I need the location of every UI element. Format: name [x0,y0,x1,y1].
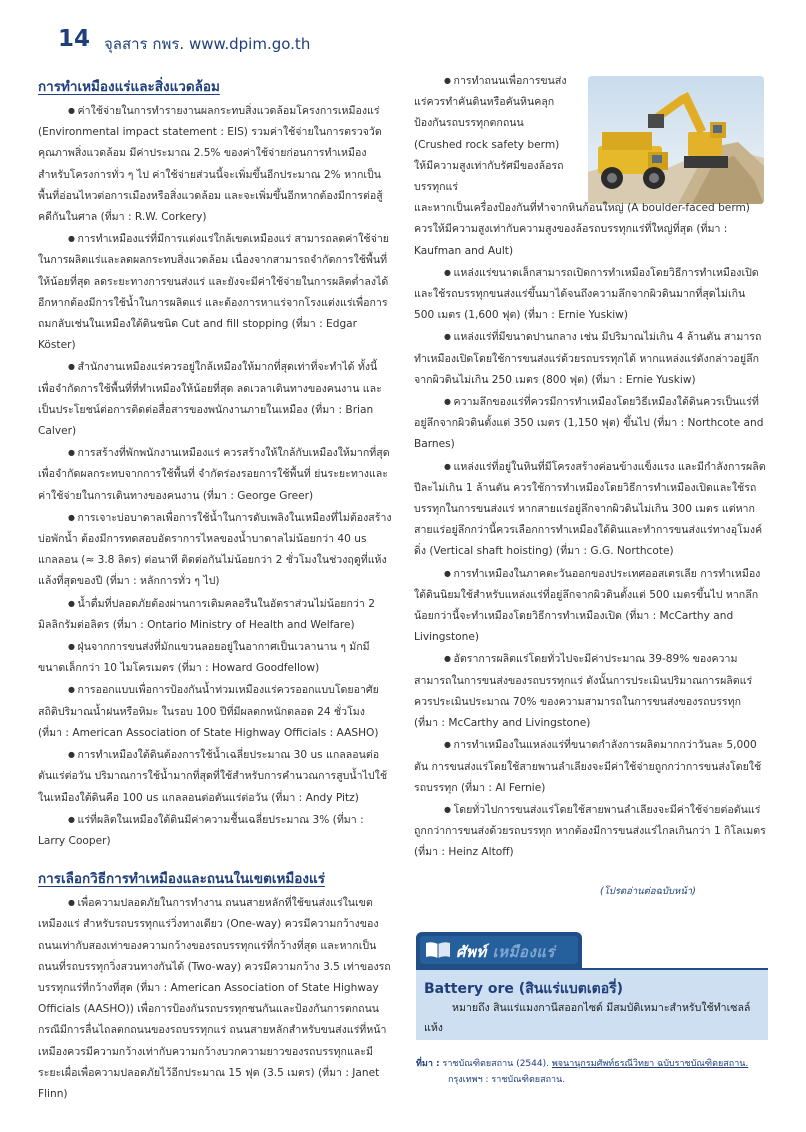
glossary-term: Battery ore (สินแร่แบตเตอรี่) [424,981,624,997]
source-label: ที่มา : [416,1059,440,1069]
list-item: ● โดยทั่วไปการขนส่งแร่โดยใช้สายพานลำเลียงจะมีค่าใช้จ่ายต่อตันแร่ถูกกว่าการขนส่งด้วยรถบรรทุก หากต้องมีการขนส่งแร่ไกลเกินกว่า 1 กิโลเมตร (ที่มา : Heinz Altoff) [414,799,768,864]
page-header [0,0,806,66]
page-number: 14 [58,26,91,52]
list-item: ● แหล่งแร่ที่มีขนาดปานกลาง เช่น มีปริมาณไม่เกิน 4 ล้านตัน สามารถทำเหมืองเปิดโดยใช้การขนส่งแร่ด้วยรถบรรทุกได้ หากแหล่งแร่ดังกล่าวอยู่ลึกจากผิวดินไม่เกิน 250 เมตร (800 ฟุต) (ที่มา : Ernie Yuskiw) [414,326,768,391]
continue-next-issue-note: (โปรดอ่านต่อฉบับหน้า) [600,886,696,897]
glossary-title [456,940,555,964]
glossary-title-word: ศัพท์ [456,943,487,961]
list-item: ● แหล่งแร่ขนาดเล็กสามารถเปิดการทำเหมืองโดยวิธีการทำเหมืองเปิดและใช้รถบรรทุกขนส่งแร่ขึ้นมาได้จนถึงความลึกจากผิวดินมากที่สุดไม่เกิน 500 เมตร (1,600 ฟุต) (ที่มา : Ernie Yuskiw) [414,262,768,327]
list-item: ● เพื่อความปลอดภัยในการทำงาน ถนนสายหลักที่ใช้ขนส่งแร่ในเขตเหมืองแร่ สำหรับรถบรรทุกแร่วิ่งทางเดียว (One-way) ควรมีความกว้างของถนนเท่ากับสองเท่าของความกว้างของรถบรรทุกแร่ที่กว้างที่สุด และหากเป็นถนนที่รถบรรทุกวิ่งสวนทางกันได้ (Two-way) ควรมีความกว้าง 3.5 เท่าของรถบรรทุกแร่ที่กว้างที่สุด (ที่มา : American Association of State Highway Officials (AASHO)) เพื่อการป้องกันรถบรรทุกชนกันและป้องกันการตกถนนกรณีมีการลื่นไถลตกถนนของรถบรรทุกแร่ ถนนสายหลักสำหรับขนส่งแร่ที่หน้าเหมืองควรมีความกว้างเท่ากับความกว้างบวกความยาวของรถบรรทุกและมีระยะเผื่อเพื่อความปลอดภัยไว้อีกประมาณ 15 ฟุต (3.5 เมตร) (ที่มา : Janet Flinn) [38,892,392,1105]
glossary-box [416,932,768,1104]
right-column [414,70,768,864]
book-icon [424,940,452,964]
source-text: ราชบัณฑิตยสถาน (2544). [442,1059,549,1069]
section-title-mining-roads: การเลือกวิธีการทำเหมืองและถนนในเขตเหมืองแร่ [38,871,325,888]
glossary-source [416,1056,768,1088]
source-title: พจนานุกรมศัพท์ธรณีวิทยา ฉบับราชบัณฑิตยสถาน. [551,1059,749,1069]
section-title-mining-environment: การทำเหมืองแร่และสิ่งแวดล้อม [38,79,220,95]
source-publisher: กรุงเทพฯ : ราชบัณฑิตยสถาน. [448,1075,566,1085]
list-item: ● การทำถนนเพื่อการขนส่งแร่ควรทำคันดินหรือคันหินคลุกป้องกันรถบรรทุกตกถนน (Crushed rock safety berm) ให้มีความสูงเท่ากับรัศมีของล้อรถบรรทุกแร่ [414,70,569,198]
glossary-tab [416,932,582,968]
list-item: ● ค่าใช้จ่ายในการทำรายงานผลกระทบสิ่งแวดล้อมโครงการเหมืองแร่ (Environmental impact statement : EIS) รวมค่าใช้จ่ายในการตรวจวัดคุณภาพสิ่งแวดล้อม มีค่าประมาณ 2.5% ของค่าใช้จ่ายก่อนการทำเหมืองสำหรับโครงการทั่ว ๆ ไป ค่าใช้จ่ายส่วนนี้จะเพิ่มขึ้นอีกประมาณ 2% หากเป็นพื้นที่อ่อนไหวต่อการเมืองหรือสิ่งแวดล้อม และจะเพิ่มขึ้นอีกหากต้องมีการต่อสู้คดีกันในศาล (ที่มา : R.W. Corkery) [38,100,392,228]
list-item: ● การทำเหมืองใต้ดินต้องการใช้น้ำเฉลี่ยประมาณ 30 us แกลลอนต่อตันแร่ต่อวัน ปริมาณการใช้น้ำมากที่สุดที่ใช้สำหรับการคำนวณการสูบน้ำไปใช้ในเหมืองใต้ดินคือ 100 us แกลลอนต่อตันแร่ต่อวัน (ที่มา : Andy Pitz) [38,744,392,809]
list-item: ● การออกแบบเพื่อการป้องกันน้ำท่วมเหมืองแร่ควรออกแบบโดยอาศัยสถิติปริมาณน้ำฝนหรือหิมะ ในรอบ 100 ปีที่มีผลตกหนักตลอด 24 ชั่วโมง (ที่มา : American Association of State Highway Officials : AASHO) [38,679,392,744]
list-item: ● การทำเหมืองแร่ที่มีการแต่งแร่ใกล้เขตเหมืองแร่ สามารถลดค่าใช้จ่ายในการผลิตแร่และลดผลกระทบสิ่งแวดล้อม เนื่องจากสามารถจำกัดการใช้พื้นที่ให้น้อยที่สุด ลดระยะทางการขนส่งแร่ และยังจะมีค่าใช้จ่ายในการผลิตต่ำลงได้อีกหากต้องมีการใช้น้ำในการผลิตแร่ และต้องการหาแร่จากโรงแต่งแร่เพื่อการถมกลับเช่นในเหมืองใต้ดินชนิด Cut and fill stopping (ที่มา : Edgar Köster) [38,228,392,356]
list-item-continued: และหากเป็นเครื่องป้องกันที่ทำจากหินก้อนใหญ่ (A boulder-faced berm) ควรให้มีความสูงเท่ากับความสูงของล้อรถบรรทุกแร่ที่ใหญ่ที่สุด (ที่มา : Kaufman and Ault) [414,202,750,257]
list-item: ● ฝุ่นจากการขนส่งที่มักแขวนลอยอยู่ในอากาศเป็นเวลานาน ๆ มักมีขนาดเล็กกว่า 10 ไมโครเมตร (ที่มา : Howard Goodfellow) [38,636,392,679]
glossary-title-ghost: เหมืองแร่ [492,943,555,961]
glossary-body [416,968,768,1040]
list-item: ● สำนักงานเหมืองแร่ควรอยู่ใกล้เหมืองให้มากที่สุดเท่าที่จะทำได้ ทั้งนี้เพื่อจำกัดการใช้พื้นที่ที่ทำเหมืองให้น้อยที่สุด ลดเวลาเดินทางของคนงาน และเป็นประโยชน์ต่อการติดต่อสื่อสารของพนักงานภายในเหมือง (ที่มา : Brian Calver) [38,356,392,442]
list-item: ● การเจาะบ่อบาดาลเพื่อการใช้น้ำในการดับเพลิงในเหมืองที่ไม่ต้องสร้างบ่อพักน้ำ ต้องมีการทดสอบอัตราการไหลของน้ำบาดาลไม่น้อยกว่า 40 us แกลลอน (≈ 3.8 ลิตร) ต่อนาที ติดต่อกันไม่น้อยกว่า 2 ชั่วโมงในช่วงฤดูที่แห้งแล้งที่สุดของปี (ที่มา : หลักการทั่ว ๆ ไป) [38,507,392,593]
list-item: ● น้ำดื่มที่ปลอดภัยต้องผ่านการเติมคลอรีนในอัตราส่วนไม่น้อยกว่า 2 มิลลิกรัมต่อลิตร (ที่มา : Ontario Ministry of Health and Welfare) [38,593,392,636]
publication-title: จุลสาร กพร. www.dpim.go.th [104,35,311,53]
list-item: ● ความลึกของแร่ที่ควรมีการทำเหมืองโดยวิธีเหมืองใต้ดินควรเป็นแร่ที่อยู่ลึกจากผิวดินตั้งแต่ 350 เมตร (1,150 ฟุต) ขึ้นไป (ที่มา : Northcote and Barnes) [414,391,768,456]
list-item: ● อัตราการผลิตแร่โดยทั่วไปจะมีค่าประมาณ 39-89% ของความสามารถในการขนส่งของรถบรรทุกแร่ ดังนั้นการประเมินปริมาณการผลิตแร่ควรประเมินประมาณ 70% ของความสามารถในการขนส่งของรถบรรทุก (ที่มา : McCarthy and Livingstone) [414,648,768,734]
list-item: ● การทำเหมืองในแหล่งแร่ที่ขนาดกำลังการผลิตมากกว่าวันละ 5,000 ตัน การขนส่งแร่โดยใช้สายพานลำเลียงจะมีค่าใช้จ่ายถูกกว่าการขนส่งโดยใช้รถบรรทุก (ที่มา : Al Fernie) [414,734,768,799]
glossary-definition: หมายถึง สินแร่แมงกานีสออกไซด์ มีสมบัติเหมาะสำหรับใช้ทำเซลล์แห้ง [424,1002,751,1034]
list-item: ● แหล่งแร่ที่อยู่ในหินที่มีโครงสร้างค่อนข้างแข็งแรง และมีกำลังการผลิตปีละไม่เกิน 1 ล้านตัน ควรใช้การทำเหมืองโดยวิธีการทำเหมืองเปิดและใช้รถบรรทุกในการขนส่งแร่ หากสายแร่อยู่ลึกจากผิวดินไม่เกิน 300 เมตร แต่หากสายแร่อยู่ลึกกว่านี้ควรเลือกการทำเหมืองใต้ดินและทำการขนส่งแร่ทางอุโมงค์ดิ่ง (Vertical shaft hoisting) (ที่มา : G.G. Northcote) [414,456,768,563]
list-item: ● การสร้างที่พักพนักงานเหมืองแร่ ควรสร้างให้ใกล้กับเหมืองให้มากที่สุดเพื่อจำกัดผลกระทบจากการใช้พื้นที่ จำกัดร่องรอยการใช้พื้นที่ ย่นระยะทางและค่าใช้จ่ายในการเดินทางของคนงาน (ที่มา : George Greer) [38,442,392,507]
list-item: ● การทำเหมืองในภาคตะวันออกของประเทศออสเตรเลีย การทำเหมืองใต้ดินนิยมใช้สำหรับแหล่งแร่ที่อยู่ลึกจากผิวดินตั้งแต่ 500 เมตรขึ้นไป หากลึกน้อยกว่านี้จะทำเหมืองโดยวิธีการทำเหมืองเปิด (ที่มา : McCarthy and Livingstone) [414,563,768,649]
list-item: ● แร่ที่ผลิตในเหมืองใต้ดินมีค่าความชื้นเฉลี่ยประมาณ 3% (ที่มา : Larry Cooper) [38,809,392,852]
left-column [38,70,392,1105]
